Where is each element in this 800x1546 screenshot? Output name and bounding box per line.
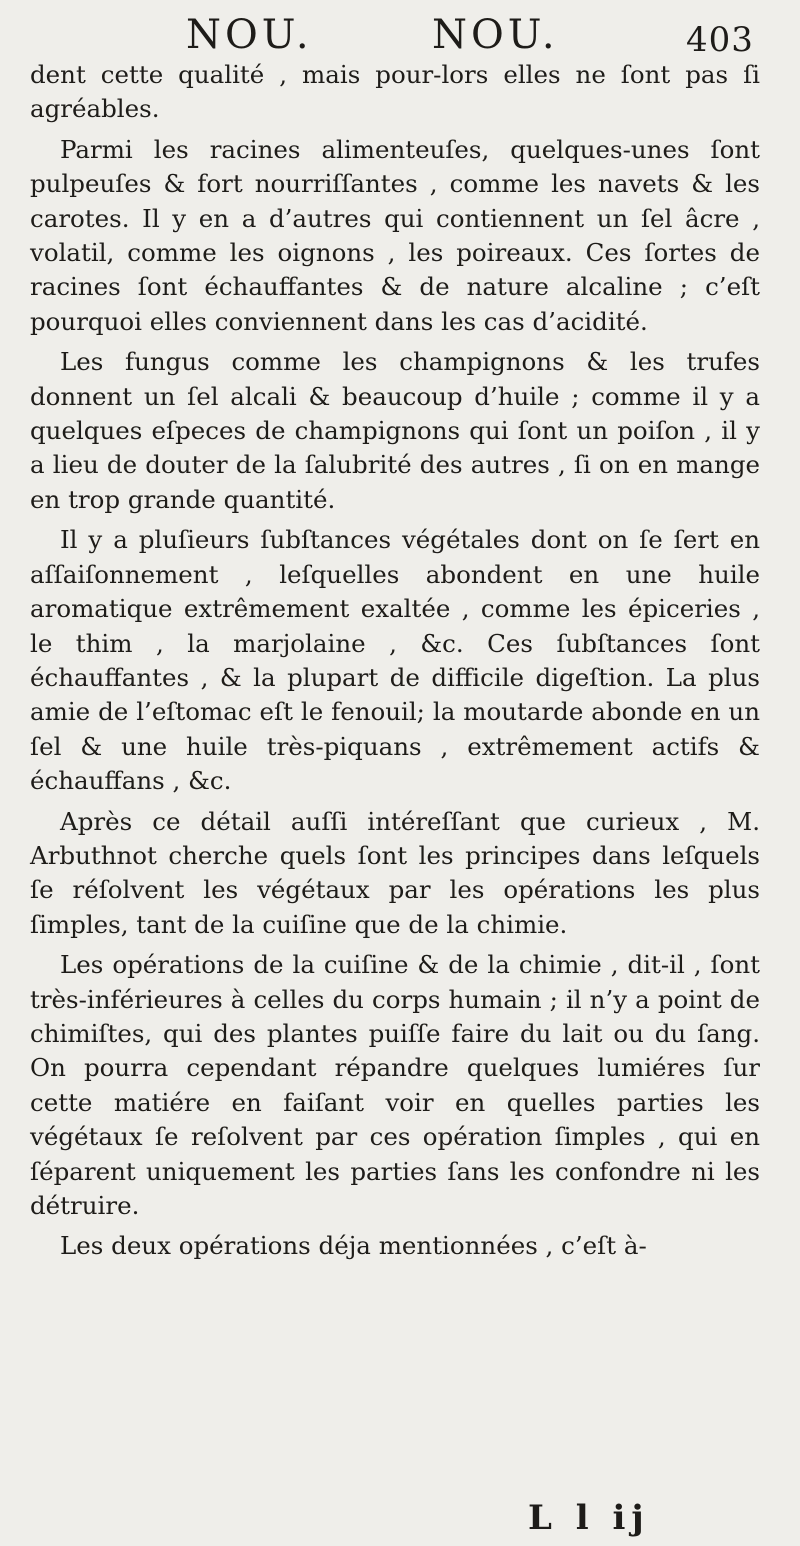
- signature-mark: L l ij: [528, 1498, 650, 1538]
- left-catchword: NOU.: [186, 12, 313, 58]
- page-number: 403: [686, 20, 754, 60]
- body-text: [30, 58, 760, 1264]
- paragraph-deux-operations: Les deux opérations déja mentionnées , c’eſt à-: [60, 1231, 647, 1261]
- paragraph-arbuthnot: Après ce détail auſſi intéreſſant que curieux , M. Arbuthnot cherche quels ſont les principes dans leſquels ſe réſolvent les végétaux par les opérations les plus ſimples, tant de la cuiſine que de la chimie.: [30, 806, 760, 939]
- paragraph-racines: Parmi les racines alimenteuſes, quelques-unes ſont pulpeuſes & fort nourriſſantes , comme les navets & les carotes. Il y en a d’autres qui contiennent un ſel âcre , volatil, comme les oignons , les poireaux. Ces ſortes de racines ſont échauffantes & de nature alcaline ; c’eſt pourquoi elles conviennent dans les cas d’acidité.: [30, 134, 760, 336]
- paragraph-fungus: Les fungus comme les champignons & les trufes donnent un ſel alcali & beaucoup d’huile ; comme il y a quelques eſpeces de champignons qui ſont un poiſon , il y a lieu de douter de la ſalubrité des autres , ſi on en mange en trop grande quantité.: [30, 347, 760, 514]
- paragraph-operations: Les opérations de la cuiſine & de la chimie , dit-il , ſont très-inférieures à celles du corps humain ; il n’y a point de chimiſtes, qui des plantes puiſſe faire du lait ou du ſang. On pourra cependant répandre quelques lumiéres ſur cette matiére en faiſant voir en quelles parties les végétaux ſe reſolvent par ces opération ſimples , qui en ſéparent uniquement les parties ſans les confondre ni les détruire.: [30, 950, 760, 1220]
- paragraph-assaisonnement: Il y a pluſieurs ſubſtances végétales dont on ſe ſert en aſſaiſonnement , leſquelles abondent en une huile aromatique extrêmement exaltée , comme les épiceries , le thim , la marjolaine , &c. Ces ſubſtances ſont échauffantes , & la plupart de difficile digeſtion. La plus amie de l’eſtomac eſt le fenouil; la moutarde abonde en un ſel & une huile très-piquans , extrêmement actifs & échauffans , &c.: [30, 525, 760, 796]
- right-catchword: NOU.: [432, 12, 559, 58]
- paragraph-continued: dent cette qualité , mais pour-lors elles ne ſont pas ſi agréables.: [30, 60, 760, 124]
